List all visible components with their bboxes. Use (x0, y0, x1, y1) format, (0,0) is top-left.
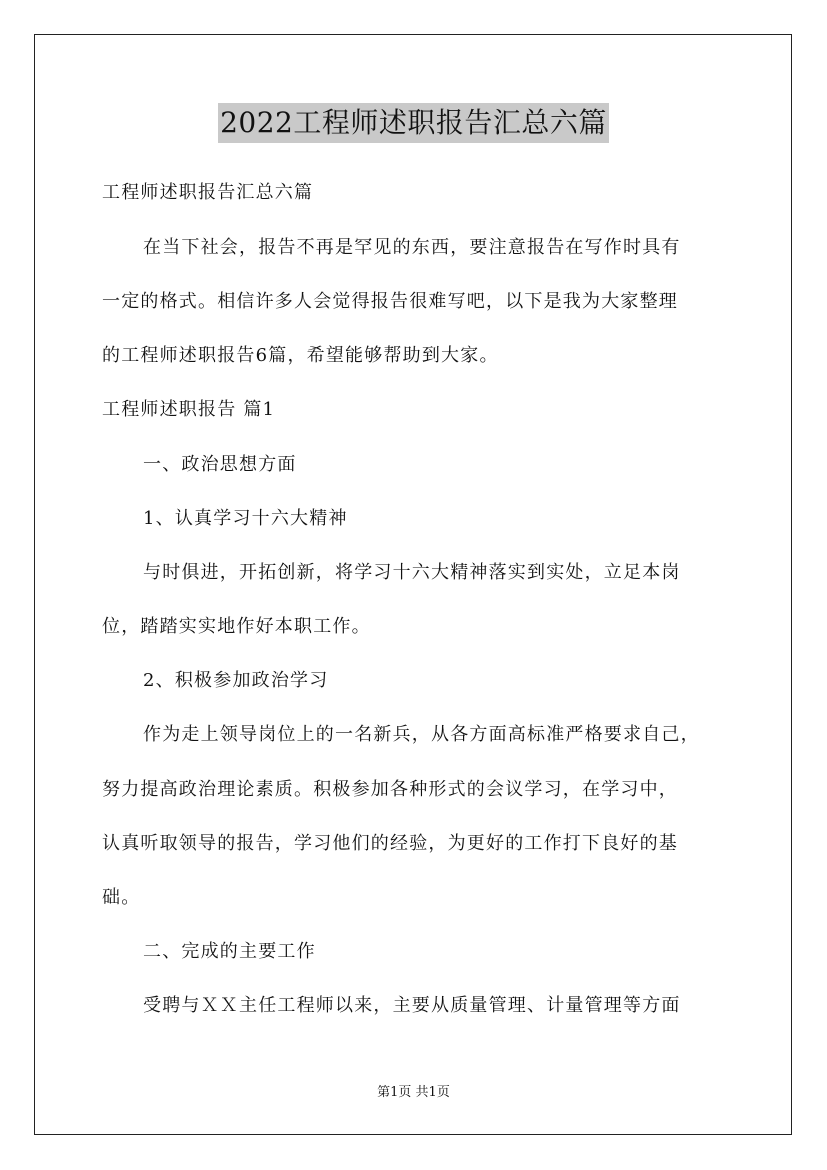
paragraph-line: 认真听取领导的报告，学习他们的经验，为更好的工作打下良好的基 (102, 833, 678, 854)
document-title (0, 103, 827, 143)
subsection-heading: 1、认真学习十六大精神 (143, 508, 348, 529)
paragraph-line: 努力提高政治理论素质。积极参加各种形式的会议学习，在学习中， (102, 779, 678, 800)
page-footer: 第1页 共1页 (377, 1085, 450, 1100)
paragraph-line: 在当下社会，报告不再是罕见的东西，要注意报告在写作时具有 (143, 237, 681, 258)
section-heading: 二、完成的主要工作 (143, 941, 316, 962)
paragraph-line: 一定的格式。相信许多人会觉得报告很难写吧，以下是我为大家整理 (102, 291, 678, 312)
section-heading: 工程师述职报告 篇1 (102, 399, 276, 420)
subsection-heading: 2、积极参加政治学习 (143, 670, 329, 691)
subtitle-line: 工程师述职报告汇总六篇 (102, 182, 314, 203)
section-heading: 一、政治思想方面 (143, 454, 297, 475)
paragraph-line: 位，踏踏实实地作好本职工作。 (102, 616, 371, 637)
paragraph-line: 础。 (102, 887, 141, 908)
paragraph-line: 受聘与ＸＸ主任工程师以来，主要从质量管理、计量管理等方面 (143, 995, 681, 1016)
paragraph-line: 的工程师述职报告6篇，希望能够帮助到大家。 (102, 345, 499, 366)
document-title-text: 2022工程师述职报告汇总六篇 (218, 103, 609, 143)
paragraph-line: 与时俱进，开拓创新，将学习十六大精神落实到实处，立足本岗 (143, 562, 681, 583)
paragraph-line: 作为走上领导岗位上的一名新兵，从各方面高标准严格要求自己， (143, 724, 700, 745)
